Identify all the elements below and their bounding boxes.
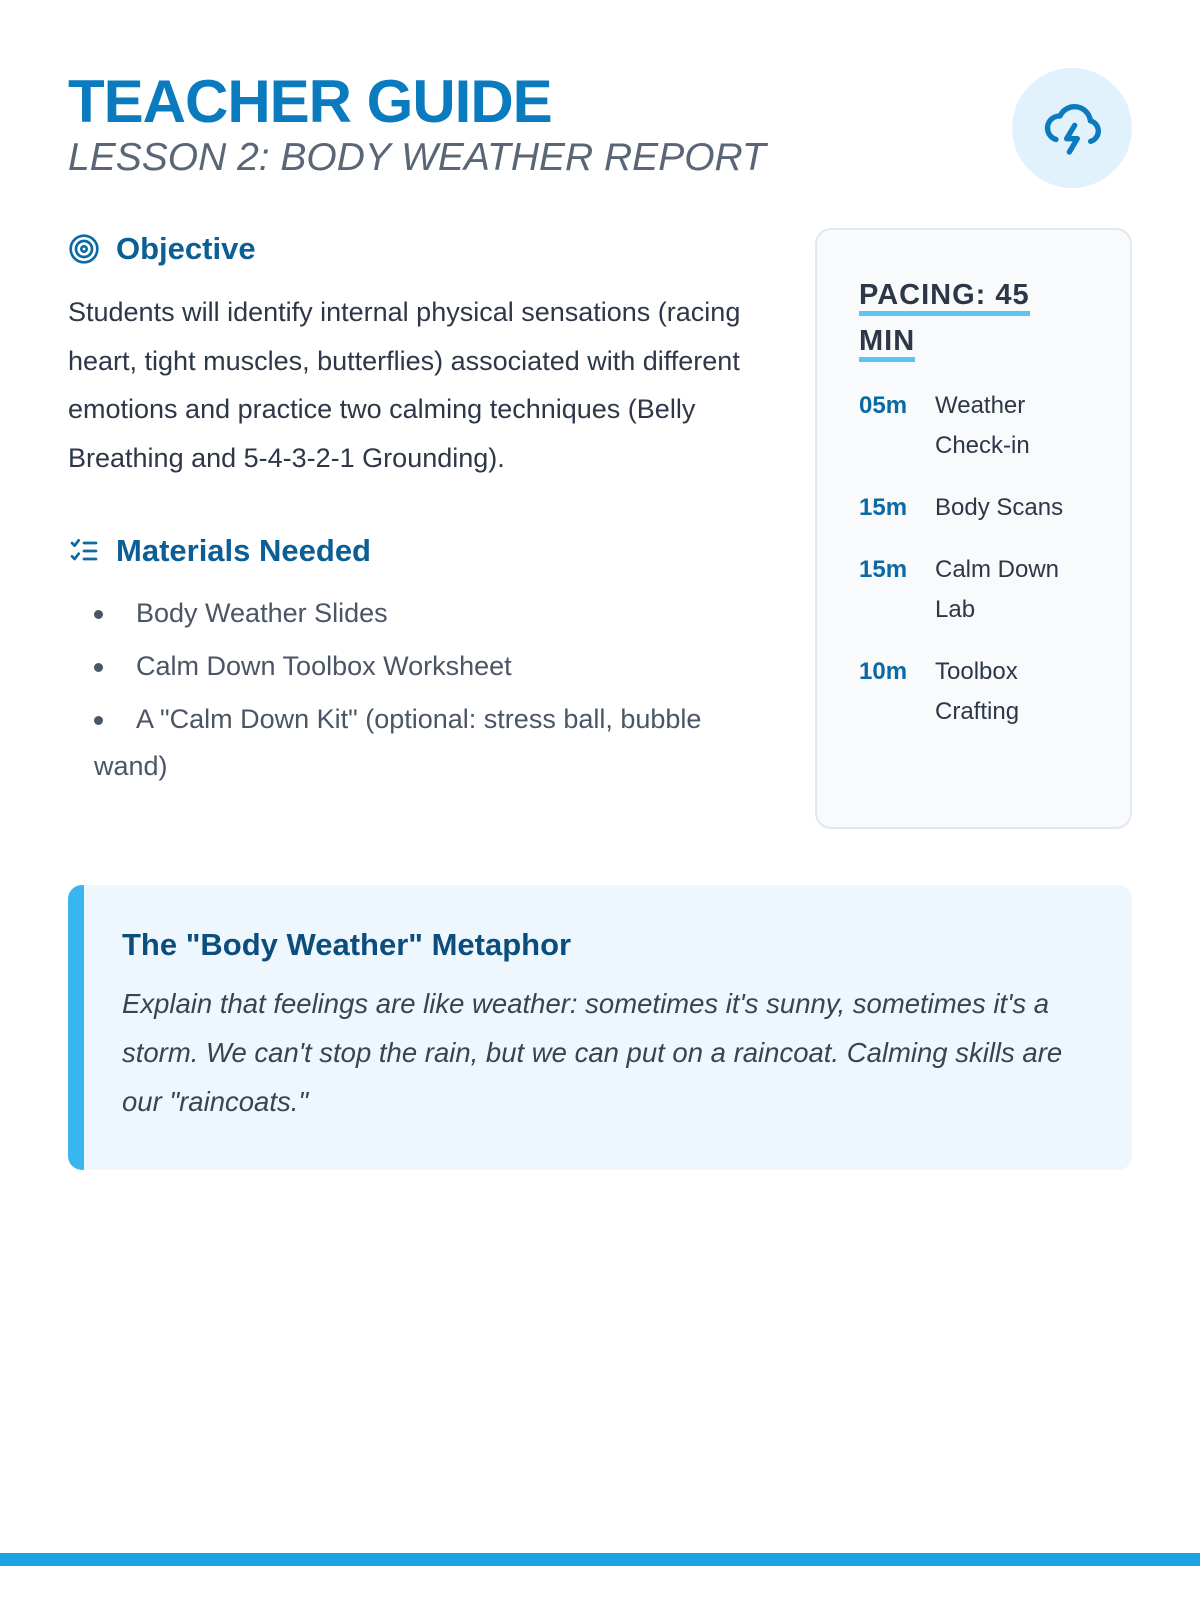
bullet [94, 610, 103, 619]
list-item: Body Weather Slides [68, 590, 768, 637]
checklist-icon [68, 535, 100, 567]
pacing-label: Weather Check-in [935, 392, 1030, 459]
pacing-label: Toolbox Crafting [935, 658, 1020, 725]
pacing-label: Body Scans [935, 494, 1064, 521]
page-header [68, 68, 1132, 188]
left-column [68, 226, 768, 796]
list-item: A "Calm Down Kit" (optional: stress ball, bubble wand) [94, 704, 702, 781]
pacing-minutes: 15m [859, 494, 908, 521]
weather-badge [1012, 68, 1132, 188]
pacing-item [859, 386, 1090, 466]
cloud-lightning-icon [1040, 96, 1104, 160]
target-icon [68, 233, 100, 265]
pacing-item [859, 652, 1090, 732]
objective-text: Students will identify internal physical sensations (racing heart, tight muscles, butterflies) associated with different emotions and practice two calming techniques (Belly Breathing and 5-4-3-2-1 Grounding). [68, 297, 741, 473]
footer-bar [0, 1553, 1200, 1566]
objective-header [68, 226, 768, 272]
pacing-minutes: 10m [859, 658, 908, 685]
lesson-subtitle: LESSON 2: BODY WEATHER REPORT [68, 136, 766, 179]
materials-heading: Materials Needed [116, 533, 371, 568]
materials-list [68, 590, 768, 790]
pacing-minutes: 15m [859, 556, 908, 583]
callout-title: The "Body Weather" Metaphor [122, 927, 572, 962]
objective-heading: Objective [116, 231, 256, 266]
pacing-title: PACING: 45 MIN [859, 272, 1090, 364]
pacing-item [859, 488, 1090, 528]
pacing-item [859, 550, 1090, 630]
list-item: Calm Down Toolbox Worksheet [68, 643, 768, 690]
bullet [94, 716, 103, 725]
metaphor-callout [68, 885, 1132, 1170]
page-title: TEACHER GUIDE [68, 68, 552, 135]
callout-text: Explain that feelings are like weather: sometimes it's sunny, sometimes it's a storm. We can't stop the rain, but we can put on a raincoat. Calming skills are our "raincoats." [122, 988, 1063, 1117]
pacing-card [815, 228, 1132, 829]
materials-section [68, 528, 768, 790]
pacing-minutes: 05m [859, 392, 908, 419]
pacing-label: Calm Down Lab [935, 556, 1060, 623]
materials-header [68, 528, 768, 574]
bullet [94, 663, 103, 672]
objective-section [68, 226, 768, 482]
